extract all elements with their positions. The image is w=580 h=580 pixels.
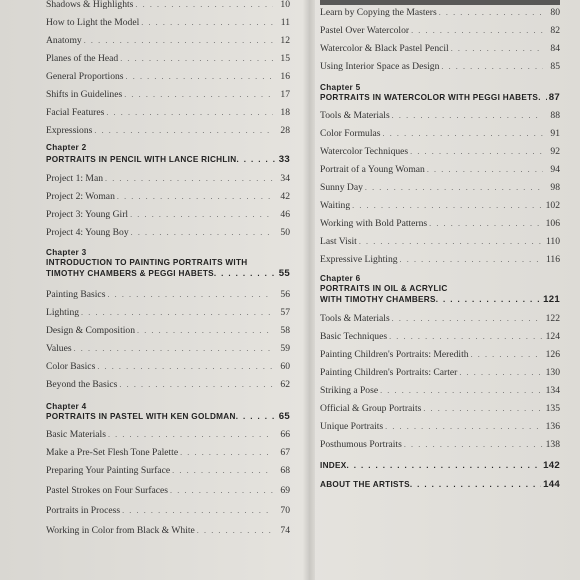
toc-entry: Portrait of a Young Woman . . . 94 xyxy=(320,164,560,178)
toc-entry: Beyond the Basics . . . 62 xyxy=(46,379,290,393)
toc-entry: Planes of the Head . . . 15 xyxy=(46,53,290,67)
toc-entry: Pastel Over Watercolor . . . 82 xyxy=(320,25,560,39)
toc-entry: Anatomy . . . 12 xyxy=(46,35,290,49)
toc-entry: Values . . . 59 xyxy=(46,343,290,357)
toc-entry: Lighting . . . 57 xyxy=(46,307,290,321)
chapter-3-title-line1: INTRODUCTION TO PAINTING PORTRAITS WITH xyxy=(46,258,248,267)
toc-entry: Painting Children's Portraits: Carter . . . 130 xyxy=(320,367,560,381)
toc-entry: Last Visit . . . 110 xyxy=(320,236,560,250)
toc-entry: Painting Basics . . . 56 xyxy=(46,289,290,303)
toc-entry: Using Interior Space as Design . . . 85 xyxy=(320,61,560,75)
toc-entry: Expressive Lighting . . . 116 xyxy=(320,254,560,268)
page-top-shadow xyxy=(320,0,560,5)
toc-entry: Facial Features . . . 18 xyxy=(46,107,290,121)
chapter-6-title: WITH TIMOTHY CHAMBERS . . . 121 xyxy=(320,294,560,305)
toc-entry: Posthumous Portraits . . . 138 xyxy=(320,439,560,453)
toc-entry: Project 3: Young Girl . . . 46 xyxy=(46,209,290,223)
chapter-4-title: PORTRAITS IN PASTEL WITH KEN GOLDMAN . . . 65 xyxy=(46,411,290,422)
toc-entry: Learn by Copying the Masters . . . 80 xyxy=(320,7,560,21)
toc-entry: Expressions . . . 28 xyxy=(46,125,290,139)
toc-entry: Painting Children's Portraits: Meredith . . . 126 xyxy=(320,349,560,363)
toc-entry: Striking a Pose . . . 134 xyxy=(320,385,560,399)
toc-entry: Tools & Materials . . . 122 xyxy=(320,313,560,327)
toc-entry: Color Basics . . . 60 xyxy=(46,361,290,375)
chapter-2-label: Chapter 2 xyxy=(46,143,87,152)
toc-entry: Watercolor Techniques . . . 92 xyxy=(320,146,560,160)
toc-entry: General Proportions . . . 16 xyxy=(46,71,290,85)
toc-entry: Project 1: Man . . . 34 xyxy=(46,173,290,187)
toc-entry: Waiting . . . 102 xyxy=(320,200,560,214)
toc-entry: Official & Group Portraits . . . 135 xyxy=(320,403,560,417)
toc-entry: Color Formulas . . . 91 xyxy=(320,128,560,142)
chapter-4-label: Chapter 4 xyxy=(46,402,87,411)
toc-entry: Portraits in Process . . . 70 xyxy=(46,505,290,519)
chapter-3-title: TIMOTHY CHAMBERS & PEGGI HABETS . . . 55 xyxy=(46,268,290,279)
chapter-5-title: PORTRAITS IN WATERCOLOR WITH PEGGI HABETS . . . 87 xyxy=(320,92,560,103)
about-artists-entry: ABOUT THE ARTISTS . . . 144 xyxy=(320,479,560,490)
toc-entry: Basic Techniques . . . 124 xyxy=(320,331,560,345)
index-entry: INDEX . . . 142 xyxy=(320,460,560,471)
toc-entry: Make a Pre-Set Flesh Tone Palette . . . 67 xyxy=(46,447,290,461)
toc-entry: Preparing Your Painting Surface . . . 68 xyxy=(46,465,290,479)
toc-entry: Sunny Day . . . 98 xyxy=(320,182,560,196)
toc-entry: Project 2: Woman . . . 42 xyxy=(46,191,290,205)
toc-entry: Watercolor & Black Pastel Pencil . . . 84 xyxy=(320,43,560,57)
toc-entry: Tools & Materials . . . 88 xyxy=(320,110,560,124)
toc-entry: Unique Portraits . . . 136 xyxy=(320,421,560,435)
toc-entry: Shifts in Guidelines . . . 17 xyxy=(46,89,290,103)
toc-entry: Basic Materials . . . 66 xyxy=(46,429,290,443)
toc-entry: Working in Color from Black & White . . . 74 xyxy=(46,525,290,539)
book-gutter xyxy=(303,0,315,580)
chapter-3-label: Chapter 3 xyxy=(46,248,87,257)
toc-entry: Shadows & Highlights . . . 10 xyxy=(46,0,290,13)
toc-entry: Design & Composition . . . 58 xyxy=(46,325,290,339)
chapter-5-label: Chapter 5 xyxy=(320,83,361,92)
toc-entry: How to Light the Model . . . 11 xyxy=(46,17,290,31)
toc-entry: Project 4: Young Boy . . . 50 xyxy=(46,227,290,241)
chapter-2-title: PORTRAITS IN PENCIL WITH LANCE RICHLIN . . . 33 xyxy=(46,154,290,165)
chapter-6-title-line1: PORTRAITS IN OIL & ACRYLIC xyxy=(320,284,448,293)
toc-entry: Working with Bold Patterns . . . 106 xyxy=(320,218,560,232)
chapter-6-label: Chapter 6 xyxy=(320,274,361,283)
toc-entry: Pastel Strokes on Four Surfaces . . . 69 xyxy=(46,485,290,499)
